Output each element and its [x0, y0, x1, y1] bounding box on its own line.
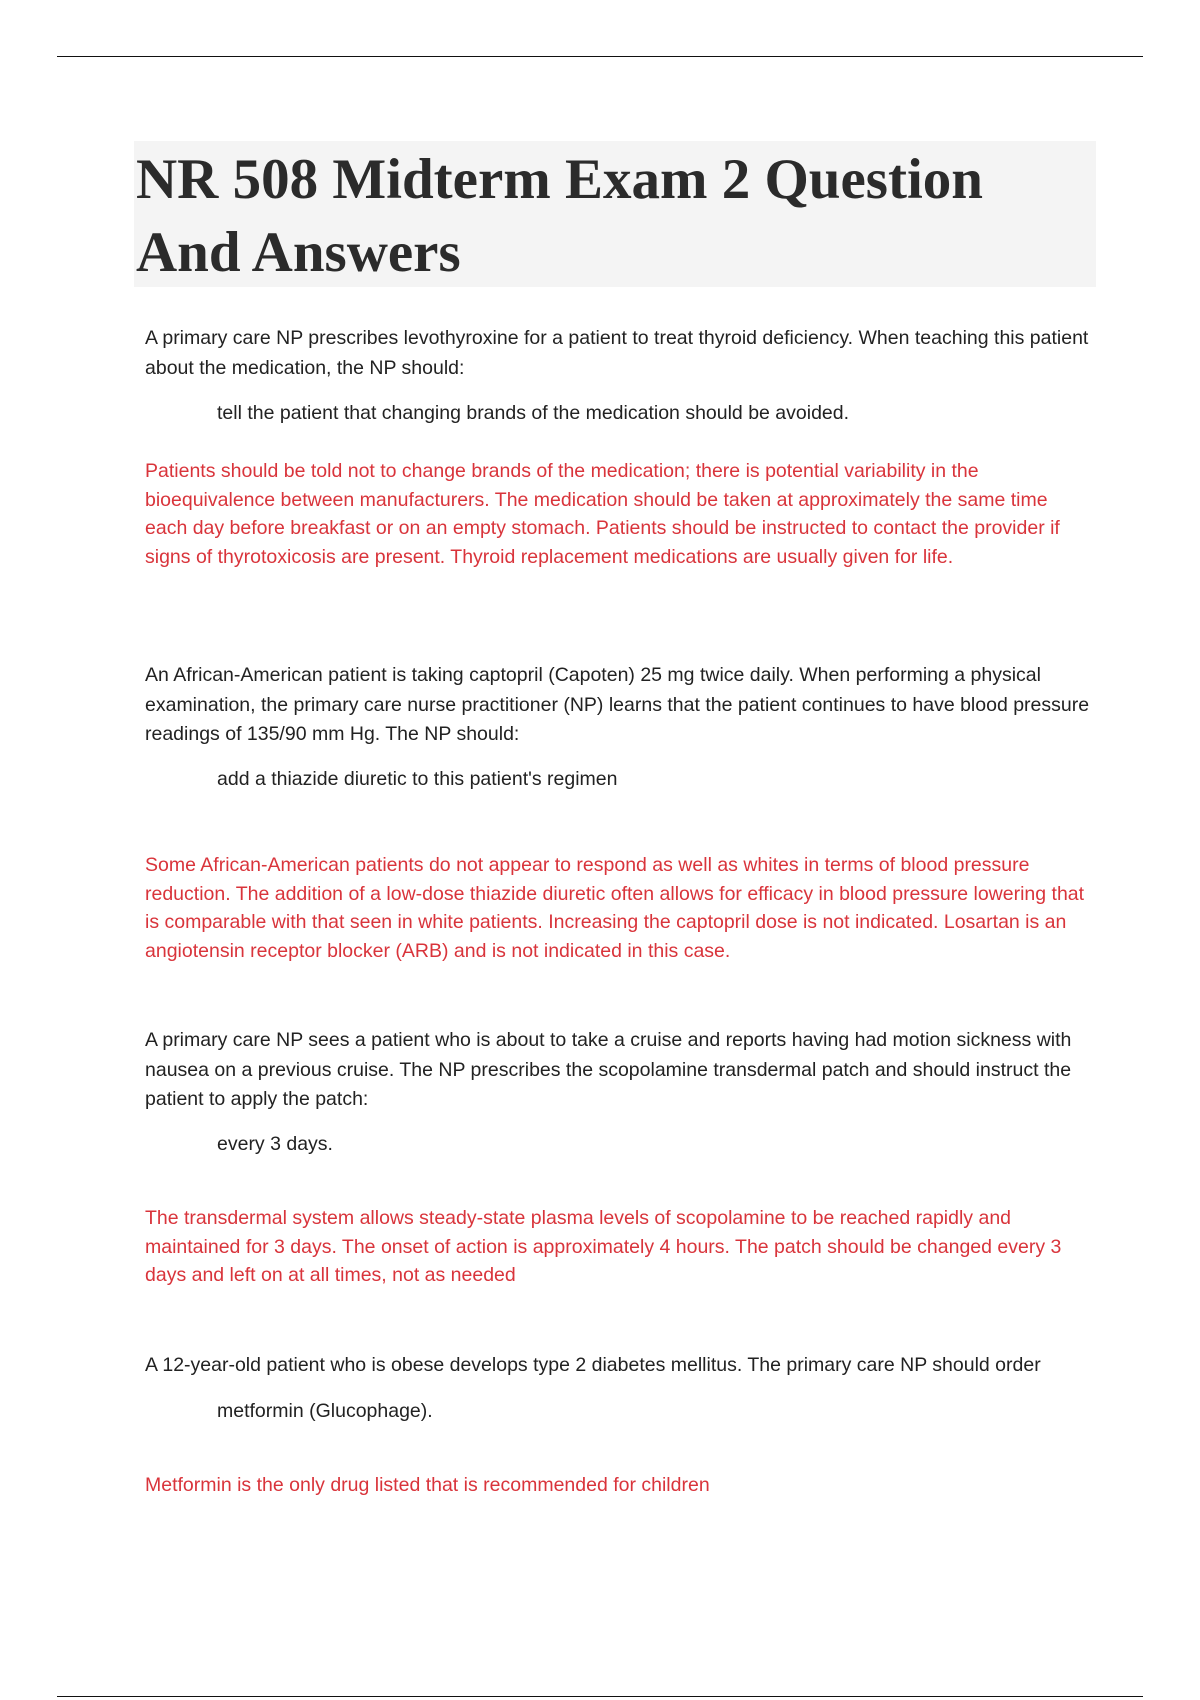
question-3: A primary care NP sees a patient who is about to take a cruise and reports having had motion sickness with nausea on a previous cruise. The NP prescribes the scopolamine transdermal patch and should instruct the patient to apply the patch:: [145, 1029, 1072, 1110]
explanation-2: Some African-American patients do not appear to respond as well as whites in terms of blood pressure reduction. The addition of a low-dose thiazide diuretic often allows for efficacy in blood pressure lowering that is comparable with that seen in white patients. Increasing the captopril dose is not indicated. Losartan is an angiotensin receptor blocker (ARB) and is not indicated in this case.: [145, 854, 1085, 962]
top-rule: [57, 56, 1143, 57]
question-4: A 12-year-old patient who is obese develops type 2 diabetes mellitus. The primary care NP should order: [145, 1354, 1041, 1376]
explanation-3: The transdermal system allows steady-state plasma levels of scopolamine to be reached rapidly and maintained for 3 days. The onset of action is approximately 4 hours. The patch should be changed every 3 days and left on at all times, not as needed: [145, 1207, 1062, 1286]
question-2: An African-American patient is taking captopril (Capoten) 25 mg twice daily. When performing a physical examination, the primary care nurse practitioner (NP) learns that the patient continues to have blood pressure readings of 135/90 mm Hg. The NP should:: [145, 664, 1090, 745]
answer-3: every 3 days.: [217, 1133, 333, 1155]
answer-1: tell the patient that changing brands of the medication should be avoided.: [217, 402, 850, 424]
explanation-4: Metformin is the only drug listed that is recommended for children: [145, 1474, 710, 1496]
bottom-rule: [57, 1696, 1143, 1697]
explanation-1: Patients should be told not to change brands of the medication; there is potential variability in the bioequivalence between manufacturers. The medication should be taken at approximately the same time each day before breakfast or on an empty stomach. Patients should be instructed to contact the provider if signs of thyrotoxicosis are present. Thyroid replacement medications are usually given for life.: [145, 460, 1060, 568]
answer-2: add a thiazide diuretic to this patient's regimen: [217, 768, 618, 790]
question-1: A primary care NP prescribes levothyroxine for a patient to treat thyroid deficiency. When teaching this patient about the medication, the NP should:: [145, 327, 1089, 379]
answer-4: metformin (Glucophage).: [217, 1400, 433, 1422]
document-title: NR 508 Midterm Exam 2 Question And Answers: [136, 148, 984, 284]
